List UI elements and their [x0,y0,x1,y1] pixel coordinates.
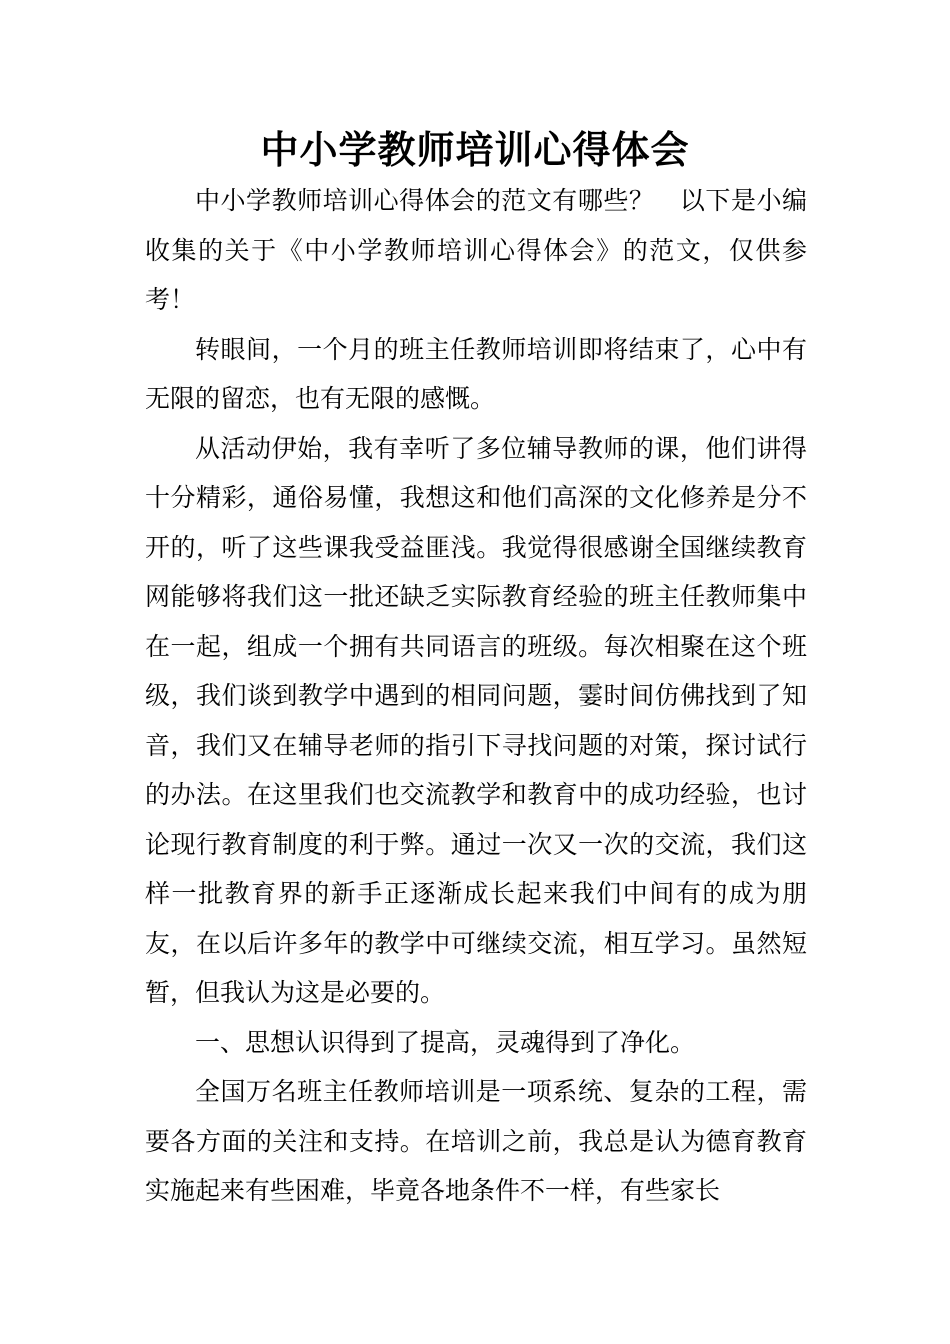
paragraph-opening: 转眼间，一个月的班主任教师培训即将结束了，心中有无限的留恋，也有无限的感慨。 [145,334,807,413]
paragraph-main: 从活动伊始，我有幸听了多位辅导教师的课，他们讲得十分精彩，通俗易懂，我想这和他们高深的文化修养是分不开的，听了这些课我受益匪浅。我觉得很感谢全国继续教育网能够将我们这一批还缺乏实际教育经验的班主任教师集中在一起，组成一个拥有共同语言的班级。每次相聚在这个班级，我们谈到教学中遇到的相同问题，霎时间仿佛找到了知音，我们又在辅导老师的指引下寻找问题的对策，探讨试行的办法。在这里我们也交流教学和教育中的成功经验，也讨论现行教育制度的利于弊。通过一次又一次的交流，我们这样一批教育界的新手正逐渐成长起来我们中间有的成为朋友，在以后许多年的教学中可继续交流，相互学习。虽然短暂，但我认为这是必要的。 [145,433,807,1007]
document-title: 中小学教师培训心得体会 [260,127,690,172]
paragraph-section-1: 全国万名班主任教师培训是一项系统、复杂的工程，需要各方面的关注和支持。在培训之前，我总是认为德育教育实施起来有些困难，毕竟各地条件不一样，有些家长 [145,1077,807,1205]
paragraph-intro: 中小学教师培训心得体会的范文有哪些？ 以下是小编收集的关于《中小学教师培训心得体会》的范文，仅供参考！ [145,186,807,314]
document-body [145,176,807,1216]
section-heading-1: 一、思想认识得到了提高，灵魂得到了净化。 [195,1027,696,1057]
